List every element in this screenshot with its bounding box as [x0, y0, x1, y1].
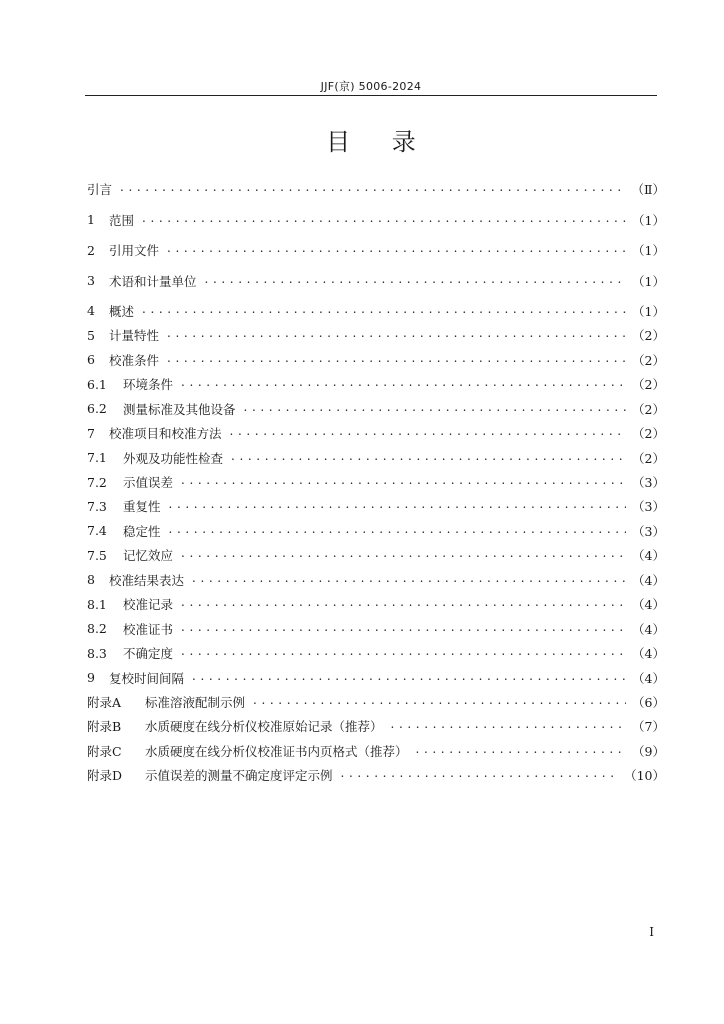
- toc-item-number: 7.4: [87, 523, 107, 539]
- toc-item-number: 7.5: [87, 547, 107, 563]
- toc-leader-dots: [230, 425, 627, 441]
- toc-item-label: 示值误差: [123, 475, 174, 491]
- toc-item-page: （4）: [632, 548, 665, 564]
- toc-item-label: 引言: [87, 182, 113, 198]
- toc-item-label: 校准证书: [123, 621, 174, 637]
- toc-item[interactable]: [87, 348, 665, 372]
- toc-item-page: （9）: [632, 743, 665, 759]
- toc-item-label: 范围: [109, 212, 135, 228]
- toc-item-page: （1）: [632, 303, 665, 319]
- toc-item-number: 7.2: [87, 474, 107, 490]
- toc-item-number: 8.3: [87, 645, 107, 661]
- toc-leader-dots: [244, 401, 627, 417]
- toc-item[interactable]: [87, 445, 665, 469]
- toc-item[interactable]: [87, 763, 665, 787]
- toc-item[interactable]: [87, 543, 665, 567]
- toc-item-page: （3）: [632, 499, 665, 515]
- toc-item[interactable]: [87, 238, 665, 262]
- toc-item-label: 概述: [109, 303, 135, 319]
- toc-item[interactable]: [87, 739, 665, 763]
- toc-item-number: 3: [87, 273, 95, 289]
- toc-item-label: 测量标准及其他设备: [123, 401, 236, 417]
- toc-leader-dots: [181, 376, 626, 392]
- toc-item-label: 外观及功能性检查: [123, 450, 224, 466]
- toc-leader-dots: [169, 523, 627, 539]
- document-header: JJF(京) 5006-2024: [320, 80, 422, 93]
- toc-item-label: 校准结果表达: [109, 572, 185, 588]
- toc-leader-dots: [181, 621, 626, 637]
- toc-item[interactable]: [87, 714, 665, 738]
- toc-leader-dots: [167, 327, 626, 343]
- toc-leader-dots: [120, 181, 625, 197]
- toc-item-page: （2）: [632, 426, 665, 442]
- toc-item[interactable]: [87, 641, 665, 665]
- toc-item-label: 重复性: [123, 499, 161, 515]
- toc-item[interactable]: [87, 494, 665, 518]
- toc-item-page: （4）: [632, 670, 665, 686]
- toc-item-number: 8.1: [87, 596, 107, 612]
- toc-item-page: （7）: [632, 719, 665, 735]
- toc-item-number: 2: [87, 242, 95, 258]
- toc-item-number: 8: [87, 572, 95, 588]
- page-number: I: [649, 925, 654, 939]
- toc-item-label: 引用文件: [109, 243, 160, 259]
- toc-item[interactable]: [87, 592, 665, 616]
- page-title: 目 录: [326, 128, 416, 156]
- toc-leader-dots: [181, 474, 626, 490]
- toc-item-label: 不确定度: [123, 646, 174, 662]
- toc-item-number: 7.3: [87, 498, 107, 514]
- toc-item[interactable]: [87, 421, 665, 445]
- toc-item-label: 校准条件: [109, 352, 160, 368]
- toc-item-page: （3）: [632, 523, 665, 539]
- toc-leader-dots: [205, 273, 627, 289]
- toc-item-page: （1）: [632, 273, 665, 289]
- toc-item-label: 标准溶液配制示例: [145, 694, 246, 710]
- toc-leader-dots: [142, 212, 626, 228]
- toc-leader-dots: [416, 743, 627, 759]
- toc-leader-dots: [341, 767, 619, 783]
- toc-item-number: 9: [87, 670, 95, 686]
- toc-item-page: （3）: [632, 475, 665, 491]
- toc-item-number: 6.2: [87, 401, 107, 417]
- toc-item-label: 环境条件: [123, 377, 174, 393]
- toc-leader-dots: [142, 303, 626, 319]
- toc-item-page: （2）: [632, 328, 665, 344]
- toc-leader-dots: [192, 670, 626, 686]
- toc-item-page: （2）: [632, 450, 665, 466]
- toc-item[interactable]: [87, 372, 665, 396]
- toc-leader-dots: [391, 718, 627, 734]
- toc-leader-dots: [253, 694, 626, 710]
- toc-item-page: （2）: [632, 377, 665, 393]
- toc-item[interactable]: [87, 665, 665, 689]
- toc-item-page: （2）: [632, 352, 665, 368]
- toc-item-label: 水质硬度在线分析仪校准证书内页格式（推荐）: [145, 743, 408, 759]
- toc-item-page: （10）: [624, 768, 665, 784]
- toc-item-label: 校准项目和校准方法: [109, 426, 222, 442]
- toc-item-page: （4）: [632, 646, 665, 662]
- toc-item-page: （2）: [632, 401, 665, 417]
- toc-item[interactable]: [87, 519, 665, 543]
- toc-item[interactable]: [87, 616, 665, 640]
- toc-leader-dots: [192, 572, 626, 588]
- toc-leader-dots: [167, 242, 626, 258]
- toc-item-number: 5: [87, 327, 95, 343]
- toc-item-page: （1）: [632, 212, 665, 228]
- toc-leader-dots: [181, 596, 626, 612]
- toc-leader-dots: [181, 645, 626, 661]
- toc-item-number: 1: [87, 212, 95, 228]
- toc-item-page: （Ⅱ）: [631, 182, 665, 198]
- toc-leader-dots: [181, 547, 626, 563]
- toc-item-label: 示值误差的测量不确定度评定示例: [145, 768, 333, 784]
- toc-item-label: 记忆效应: [123, 548, 174, 564]
- toc-item[interactable]: [87, 470, 665, 494]
- table-of-contents: [87, 177, 665, 788]
- toc-leader-dots: [231, 450, 626, 466]
- toc-item-label: 稳定性: [123, 523, 161, 539]
- toc-item-label: 复校时间间隔: [109, 670, 185, 686]
- toc-item-number: 附录B: [87, 719, 122, 735]
- toc-item-label: 计量特性: [109, 328, 160, 344]
- header-rule: [85, 95, 657, 96]
- toc-item[interactable]: [87, 299, 665, 323]
- toc-item[interactable]: [87, 568, 665, 592]
- toc-item-number: 8.2: [87, 621, 107, 637]
- toc-leader-dots: [167, 352, 626, 368]
- toc-item-page: （4）: [632, 621, 665, 637]
- toc-item-page: （1）: [632, 243, 665, 259]
- toc-item-page: （4）: [632, 572, 665, 588]
- toc-item[interactable]: [87, 690, 665, 714]
- toc-item-number: 附录C: [87, 743, 122, 759]
- toc-item[interactable]: [87, 268, 665, 292]
- toc-item-page: （4）: [632, 597, 665, 613]
- toc-item-page: （6）: [632, 694, 665, 710]
- toc-item-number: 附录D: [87, 768, 123, 784]
- toc-item-number: 7.1: [87, 450, 107, 466]
- toc-item[interactable]: [87, 177, 665, 201]
- toc-item-number: 6.1: [87, 376, 107, 392]
- toc-item-number: 6: [87, 352, 95, 368]
- toc-item-label: 术语和计量单位: [109, 273, 197, 289]
- toc-item-label: 校准记录: [123, 597, 174, 613]
- toc-item[interactable]: [87, 397, 665, 421]
- toc-item-number: 附录A: [87, 694, 122, 710]
- toc-item[interactable]: [87, 207, 665, 231]
- toc-item-number: 7: [87, 425, 95, 441]
- toc-item-label: 水质硬度在线分析仪校准原始记录（推荐）: [145, 719, 383, 735]
- toc-item[interactable]: [87, 323, 665, 347]
- toc-leader-dots: [169, 498, 627, 514]
- toc-item-number: 4: [87, 303, 95, 319]
